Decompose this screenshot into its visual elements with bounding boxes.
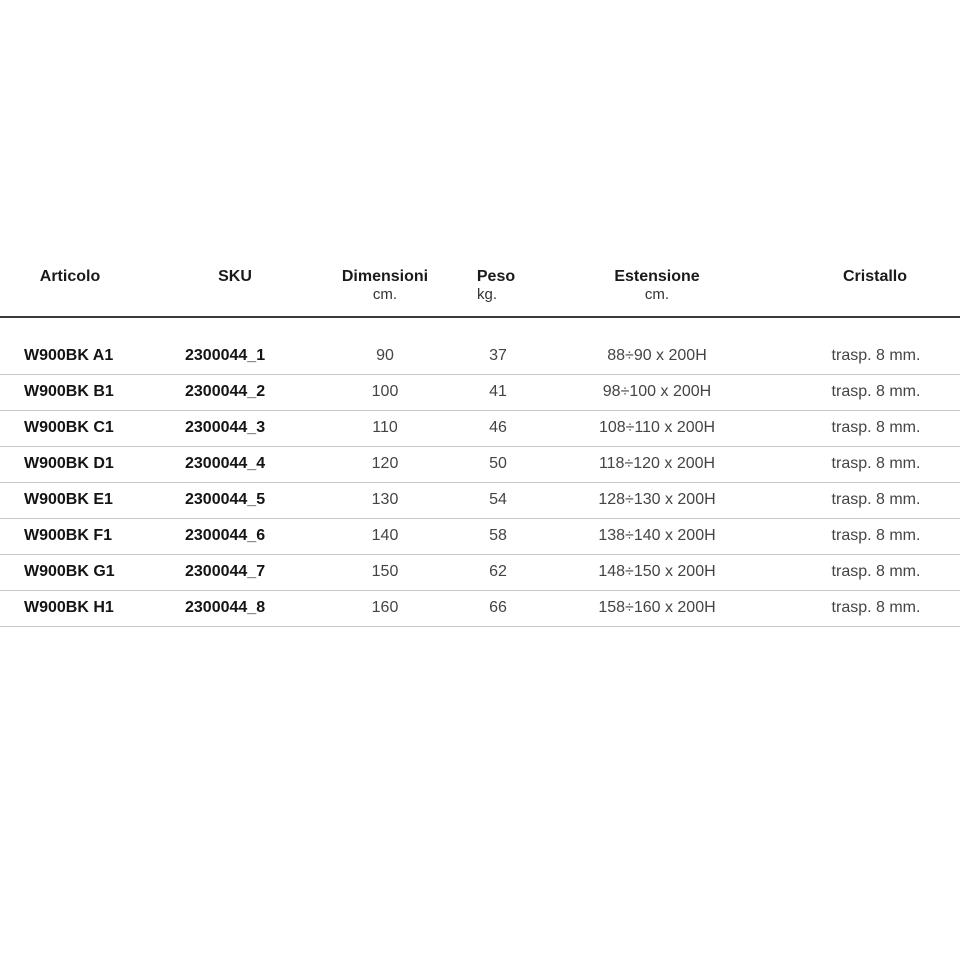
cell-sku: 2300044_6 bbox=[185, 527, 266, 544]
table-row bbox=[0, 374, 960, 411]
cell-sku: 2300044_8 bbox=[185, 599, 266, 616]
cell-peso: 37 bbox=[489, 347, 507, 364]
cell-estensione: 128÷130 x 200H bbox=[598, 491, 716, 508]
cell-dimensioni: 120 bbox=[371, 455, 399, 472]
cell-cristallo: trasp. 8 mm. bbox=[831, 491, 921, 508]
cell-estensione: 98÷100 x 200H bbox=[602, 383, 712, 400]
cell-articolo: W900BK A1 bbox=[24, 347, 114, 364]
cell-dimensioni: 160 bbox=[371, 599, 399, 616]
header-peso-unit: kg. bbox=[477, 286, 498, 303]
cell-cristallo: trasp. 8 mm. bbox=[831, 563, 921, 580]
cell-peso: 50 bbox=[489, 455, 507, 472]
cell-estensione: 108÷110 x 200H bbox=[598, 419, 716, 436]
header-divider bbox=[0, 316, 960, 318]
cell-dimensioni: 140 bbox=[371, 527, 399, 544]
header-estensione-unit: cm. bbox=[644, 286, 670, 303]
cell-sku: 2300044_3 bbox=[185, 419, 266, 436]
table-row bbox=[0, 338, 960, 375]
header-dimensioni-unit: cm. bbox=[372, 286, 398, 303]
cell-dimensioni: 90 bbox=[376, 347, 394, 364]
cell-estensione: 158÷160 x 200H bbox=[598, 599, 716, 616]
cell-estensione: 138÷140 x 200H bbox=[598, 527, 716, 544]
table-row bbox=[0, 554, 960, 591]
header-sku-label: SKU bbox=[218, 268, 252, 285]
cell-cristallo: trasp. 8 mm. bbox=[831, 599, 921, 616]
cell-dimensioni: 130 bbox=[371, 491, 399, 508]
cell-peso: 41 bbox=[489, 383, 507, 400]
table-row bbox=[0, 590, 960, 627]
table-row bbox=[0, 482, 960, 519]
cell-peso: 46 bbox=[489, 419, 507, 436]
table-row bbox=[0, 410, 960, 447]
header-peso-label: Peso bbox=[476, 268, 516, 285]
header-sku bbox=[195, 268, 275, 286]
cell-articolo: W900BK D1 bbox=[24, 455, 114, 472]
cell-peso: 62 bbox=[489, 563, 507, 580]
cell-dimensioni: 150 bbox=[371, 563, 399, 580]
header-dimensioni bbox=[330, 268, 440, 304]
cell-sku: 2300044_2 bbox=[185, 383, 266, 400]
header-peso bbox=[466, 268, 526, 304]
cell-articolo: W900BK C1 bbox=[24, 419, 114, 436]
cell-articolo: W900BK B1 bbox=[24, 383, 114, 400]
cell-articolo: W900BK G1 bbox=[24, 563, 115, 580]
header-estensione-label: Estensione bbox=[614, 268, 700, 285]
header-cristallo-label: Cristallo bbox=[842, 268, 907, 285]
cell-articolo: W900BK E1 bbox=[24, 491, 113, 508]
cell-estensione: 118÷120 x 200H bbox=[598, 455, 716, 472]
cell-sku: 2300044_5 bbox=[185, 491, 266, 508]
header-articolo-label: Articolo bbox=[39, 268, 101, 285]
cell-sku: 2300044_1 bbox=[185, 347, 266, 364]
cell-dimensioni: 110 bbox=[372, 419, 398, 436]
cell-peso: 66 bbox=[489, 599, 507, 616]
cell-peso: 54 bbox=[489, 491, 507, 508]
table-row bbox=[0, 518, 960, 555]
cell-articolo: W900BK H1 bbox=[24, 599, 114, 616]
cell-peso: 58 bbox=[489, 527, 507, 544]
header-estensione bbox=[587, 268, 727, 304]
cell-dimensioni: 100 bbox=[371, 383, 399, 400]
cell-cristallo: trasp. 8 mm. bbox=[831, 455, 921, 472]
cell-sku: 2300044_7 bbox=[185, 563, 266, 580]
cell-articolo: W900BK F1 bbox=[24, 527, 113, 544]
cell-cristallo: trasp. 8 mm. bbox=[831, 419, 921, 436]
cell-cristallo: trasp. 8 mm. bbox=[831, 383, 921, 400]
header-cristallo bbox=[815, 268, 935, 286]
cell-cristallo: trasp. 8 mm. bbox=[831, 527, 921, 544]
cell-sku: 2300044_4 bbox=[185, 455, 266, 472]
table-row bbox=[0, 446, 960, 483]
cell-estensione: 88÷90 x 200H bbox=[607, 347, 707, 364]
header-dimensioni-label: Dimensioni bbox=[341, 268, 429, 285]
cell-cristallo: trasp. 8 mm. bbox=[831, 347, 921, 364]
cell-estensione: 148÷150 x 200H bbox=[598, 563, 716, 580]
header-articolo bbox=[30, 268, 110, 286]
